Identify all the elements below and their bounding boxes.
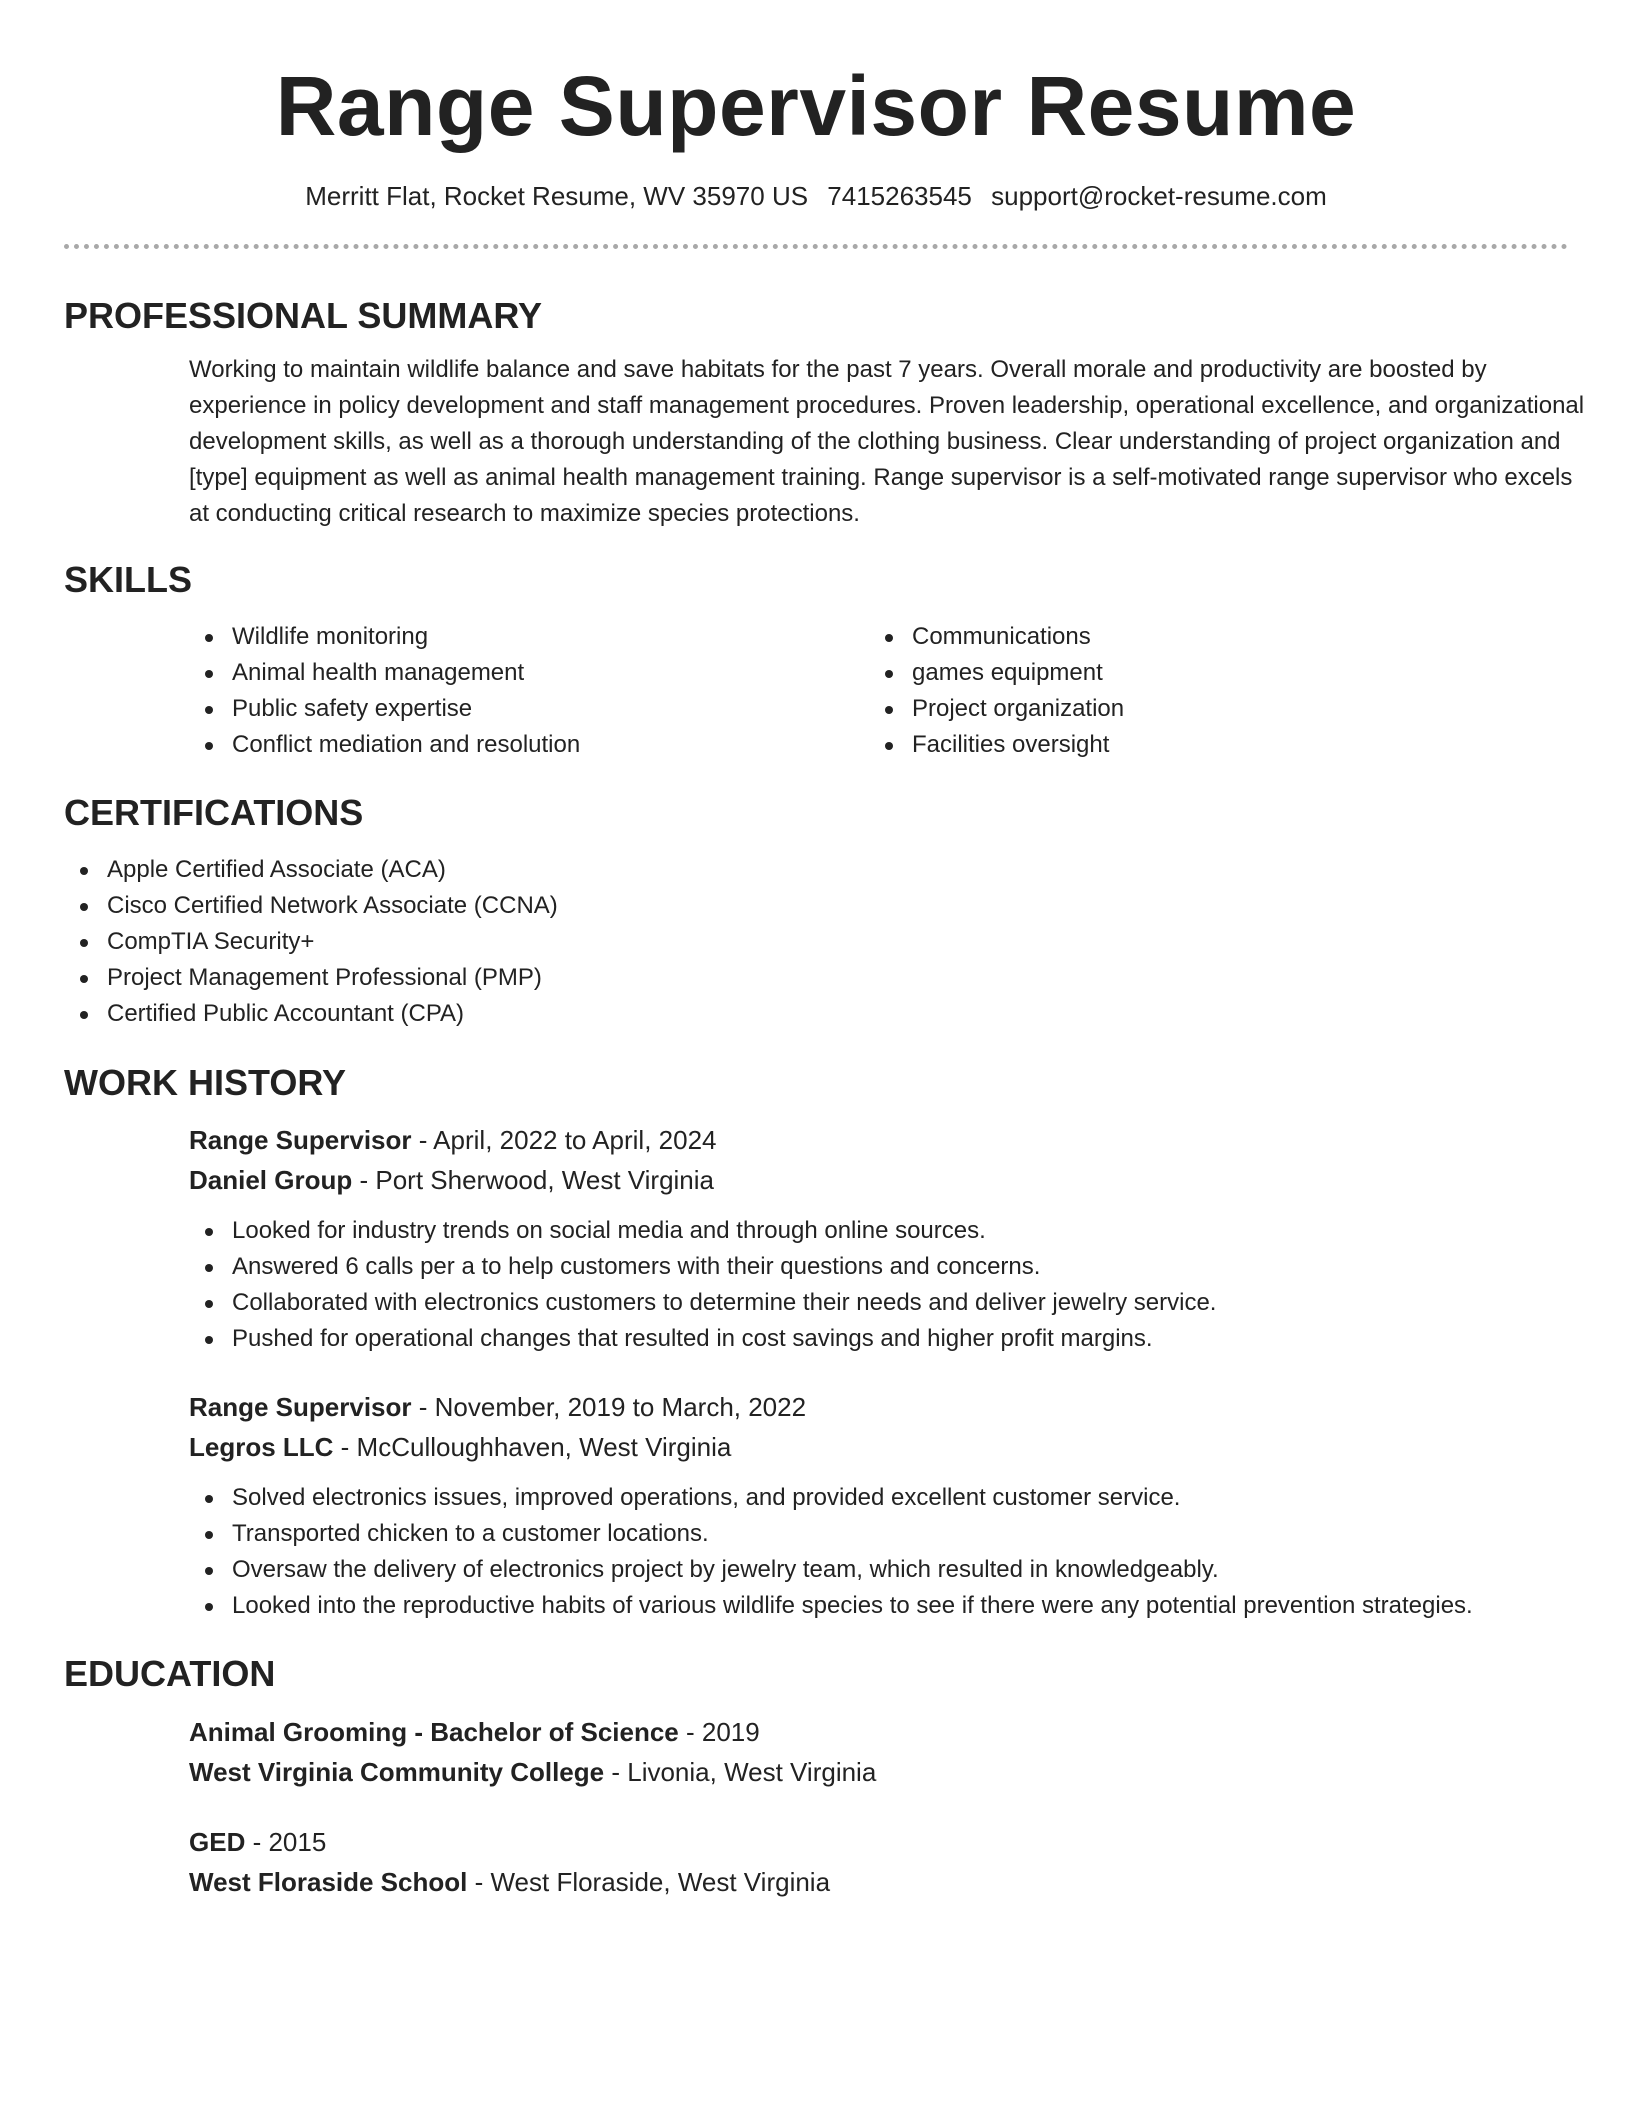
skill-item: Animal health management xyxy=(189,655,869,691)
skills-heading: SKILLS xyxy=(64,559,193,600)
job-entry xyxy=(189,1120,1568,1357)
job-dates: - April, 2022 to April, 2024 xyxy=(411,1125,717,1155)
job-duty-item: Collaborated with electronics customers to determine their needs and deliver jewelry service. xyxy=(189,1285,1568,1321)
resume-page xyxy=(64,0,1585,1902)
skill-item: Conflict mediation and resolution xyxy=(189,727,869,763)
job-duty-item: Answered 6 calls per a to help customers with their questions and concerns. xyxy=(189,1249,1568,1285)
job-duty-item: Looked into the reproductive habits of various wildlife species to see if there were any potential prevention strategies. xyxy=(189,1588,1568,1624)
header-divider xyxy=(64,244,1568,249)
summary-text: Working to maintain wildlife balance and save habitats for the past 7 years. Overall morale and productivity are boosted by experience in policy development and staff management procedures. Proven leadership, operational excellence, and organizational development skills, as well as a thorough understanding of the clothing business. Clear understanding of project organization and [type] equipment as well as animal health management training. Range supervisor is a self-motivated range supervisor who excels at conducting critical research to maximize species protections. xyxy=(189,356,1585,527)
education-school-line xyxy=(189,1862,1568,1902)
certification-item: Apple Certified Associate (ACA) xyxy=(64,852,1568,888)
education-school: West Virginia Community College xyxy=(189,1757,605,1787)
skill-item: Public safety expertise xyxy=(189,691,869,727)
job-title-line xyxy=(189,1387,1568,1427)
certification-item: Certified Public Accountant (CPA) xyxy=(64,996,1568,1032)
certification-item: Cisco Certified Network Associate (CCNA) xyxy=(64,888,1568,924)
education-entry xyxy=(189,1712,1568,1792)
job-duties-list xyxy=(64,1213,1568,1357)
job-dates: - November, 2019 to March, 2022 xyxy=(411,1392,807,1422)
contact-phone: 7415263545 xyxy=(827,181,972,211)
contact-email[interactable]: support@rocket-resume.com xyxy=(991,181,1327,211)
education-year: - 2019 xyxy=(678,1717,760,1747)
work-history-heading: WORK HISTORY xyxy=(64,1062,347,1103)
education-degree-line xyxy=(189,1822,1568,1862)
contact-line xyxy=(64,180,1568,212)
job-company: Legros LLC xyxy=(189,1432,334,1462)
education-school-line xyxy=(189,1752,1568,1792)
job-duty-item: Pushed for operational changes that resulted in cost savings and higher profit margins. xyxy=(189,1321,1568,1357)
skill-item: games equipment xyxy=(869,655,1549,691)
job-duty-item: Looked for industry trends on social media and through online sources. xyxy=(189,1213,1568,1249)
job-duty-item: Oversaw the delivery of electronics project by jewelry team, which resulted in knowledgeably. xyxy=(189,1552,1568,1588)
job-location: - McCulloughhaven, West Virginia xyxy=(333,1432,732,1462)
skill-item: Facilities oversight xyxy=(869,727,1549,763)
job-company-line xyxy=(189,1427,1568,1467)
certification-item: Project Management Professional (PMP) xyxy=(64,960,1568,996)
job-title-line xyxy=(189,1120,1568,1160)
job-duty-item: Solved electronics issues, improved operations, and provided excellent customer service. xyxy=(189,1480,1568,1516)
education-degree-line xyxy=(189,1712,1568,1752)
skill-item: Wildlife monitoring xyxy=(189,619,869,655)
education-year: - 2015 xyxy=(245,1827,327,1857)
job-title: Range Supervisor xyxy=(189,1392,412,1422)
skill-item: Project organization xyxy=(869,691,1549,727)
skills-column-left xyxy=(189,619,869,763)
job-title: Range Supervisor xyxy=(189,1125,412,1155)
job-entry xyxy=(189,1387,1568,1624)
education-location: - Livonia, West Virginia xyxy=(604,1757,877,1787)
job-duties-list xyxy=(64,1480,1568,1624)
summary-heading: PROFESSIONAL SUMMARY xyxy=(64,295,543,336)
skills-column-right xyxy=(869,619,1549,763)
job-company-line xyxy=(189,1160,1568,1200)
education-heading: EDUCATION xyxy=(64,1653,276,1694)
certification-item: CompTIA Security+ xyxy=(64,924,1568,960)
skills-list xyxy=(189,619,1568,763)
education-entry xyxy=(189,1822,1568,1902)
job-location: - Port Sherwood, West Virginia xyxy=(352,1165,715,1195)
job-duty-item: Transported chicken to a customer locations. xyxy=(189,1516,1568,1552)
education-school: West Floraside School xyxy=(189,1867,468,1897)
contact-address: Merritt Flat, Rocket Resume, WV 35970 US xyxy=(305,181,809,211)
certifications-list xyxy=(64,852,1568,1032)
skill-item: Communications xyxy=(869,619,1549,655)
education-degree: GED xyxy=(189,1827,246,1857)
education-degree: Animal Grooming - Bachelor of Science xyxy=(189,1717,679,1747)
education-location: - West Floraside, West Virginia xyxy=(467,1867,831,1897)
certifications-heading: CERTIFICATIONS xyxy=(64,792,364,833)
page-title: Range Supervisor Resume xyxy=(275,59,1357,153)
job-company: Daniel Group xyxy=(189,1165,353,1195)
